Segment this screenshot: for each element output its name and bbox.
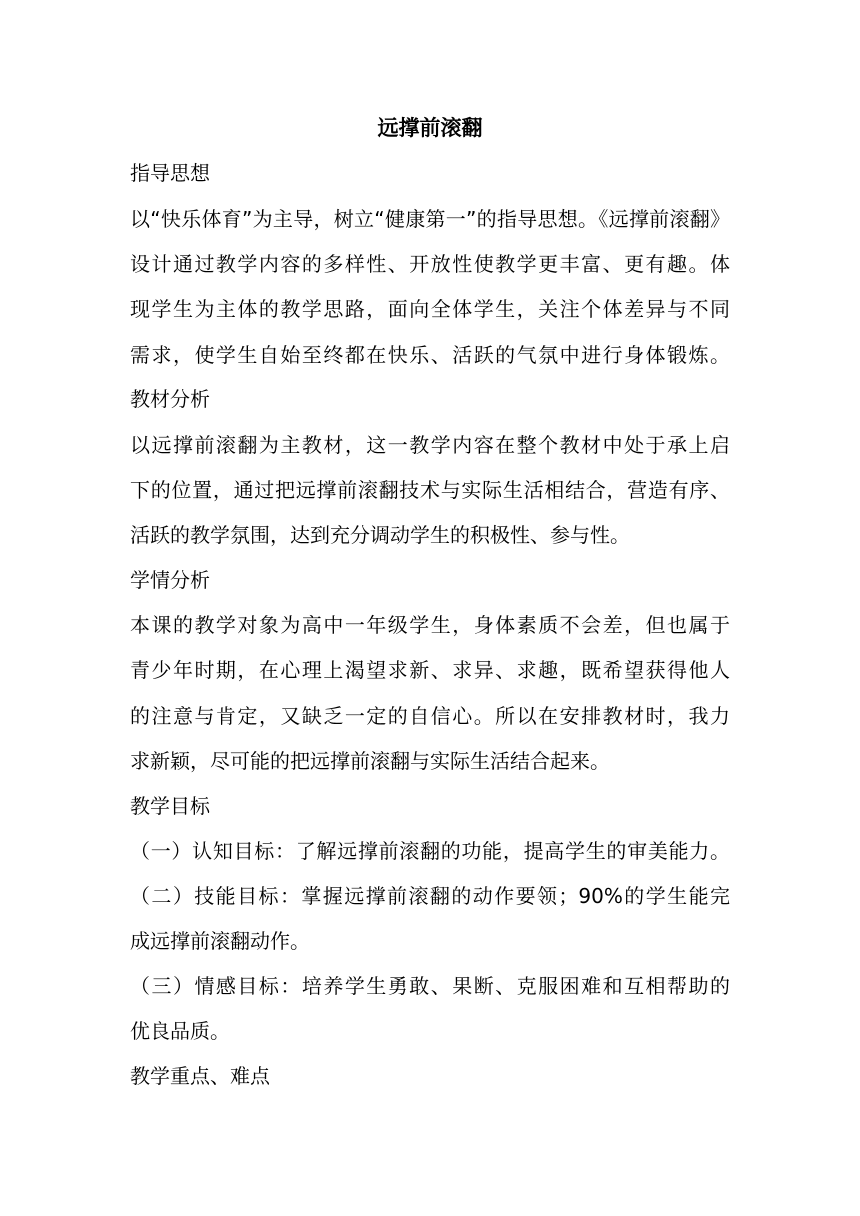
document-title: 远撑前滚翻 — [377, 116, 483, 140]
section-heading-material-analysis: 教材分析 — [130, 387, 210, 411]
paragraph-line: 设计通过教学内容的多样性、开放性使教学更丰富、更有趣。体 — [130, 252, 730, 276]
paragraph-line: 以远撑前滚翻为主教材，这一教学内容在整个教材中处于承上启 — [130, 433, 730, 457]
paragraph-line: 下的位置，通过把远撑前滚翻技术与实际生活相结合，营造有序、 — [130, 478, 730, 502]
paragraph-line: 的注意与肯定，又缺乏一定的自信心。所以在安排教材时，我力 — [130, 704, 730, 728]
section-heading-student-analysis: 学情分析 — [130, 568, 210, 592]
objective-line: （二）技能目标：掌握远撑前滚翻的动作要领；90%的学生能完 — [130, 884, 730, 908]
section-heading-teaching-objectives: 教学目标 — [130, 794, 210, 818]
paragraph-line: 需求，使学生自始至终都在快乐、活跃的气氛中进行身体锻炼。 — [130, 343, 730, 367]
section-heading-key-points: 教学重点、难点 — [130, 1064, 270, 1088]
paragraph-line: 求新颖，尽可能的把远撑前滚翻与实际生活结合起来。 — [130, 749, 610, 773]
objective-line: 优良品质。 — [130, 1019, 230, 1043]
paragraph-line: 现学生为主体的教学思路，面向全体学生，关注个体差异与不同 — [130, 297, 730, 321]
objective-line: （一）认知目标：了解远撑前滚翻的功能，提高学生的审美能力。 — [130, 839, 730, 863]
objective-line: （三）情感目标：培养学生勇敢、果断、克服困难和互相帮助的 — [130, 974, 730, 998]
paragraph-line: 以“快乐体育”为主导，树立“健康第一”的指导思想。《远撑前滚翻》 — [130, 207, 730, 231]
section-heading-guiding-ideology: 指导思想 — [130, 161, 210, 185]
objective-line: 成远撑前滚翻动作。 — [130, 929, 310, 953]
paragraph-line: 青少年时期，在心理上渴望求新、求异、求趣，既希望获得他人 — [130, 658, 730, 682]
paragraph-line: 活跃的教学氛围，达到充分调动学生的积极性、参与性。 — [130, 523, 630, 547]
paragraph-line: 本课的教学对象为高中一年级学生，身体素质不会差，但也属于 — [130, 613, 730, 637]
